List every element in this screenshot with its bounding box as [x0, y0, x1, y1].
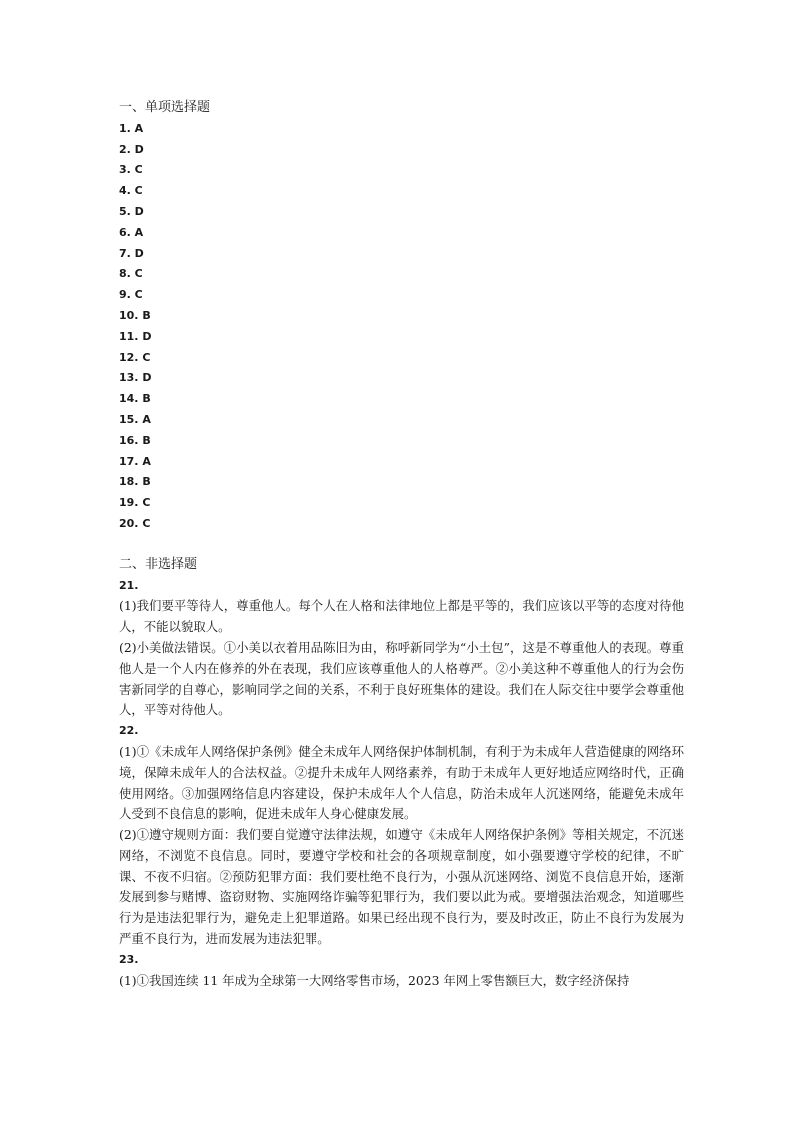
choice-answer-item: 3. C: [119, 163, 143, 177]
choice-answer-item: 8. C: [119, 267, 143, 281]
q22-answer-part-1: (1)①《未成年人网络保护条例》健全未成年人网络保护体制机制，有利于为未成年人营造健康的网络环境，保障未成年人的合法权益。②提升未成年人网络素养，有助于未成年人更好地适应网络时代，正确使用网络。③加强网络信息内容建设，保护未成年人个人信息，防治未成年人沉迷网络，能避免未成年人受到不良信息的影响，促进未成年人身心健康发展。: [119, 743, 684, 822]
choice-answer-item: 12. C: [119, 350, 151, 364]
section-title-single-choice: 一、单项选择题: [119, 100, 211, 115]
choice-answer-item: 11. D: [119, 329, 152, 343]
q22-answer-part-2: (2)①遵守规则方面：我们要自觉遵守法律法规，如遵守《未成年人网络保护条例》等相关规定，不沉迷网络，不浏览不良信息。同时，要遵守学校和社会的各项规章制度，如小强要遵守学校的纪律，不旷课、不夜不归宿。②预防犯罪方面：我们要杜绝不良行为，小强从沉迷网络、浏览不良信息开始，逐渐发展到参与赌博、盗窃财物、实施网络诈骗等犯罪行为，我们要以此为戒。要增强法治观念，知道哪些行为是违法犯罪行为，避免走上犯罪道路。如果已经出现不良行为，要及时改正，防止不良行为发展为严重不良行为，进而发展为违法犯罪。: [119, 827, 684, 947]
choice-answer-item: 9. C: [119, 288, 143, 302]
choice-answer-item: 4. C: [119, 184, 143, 198]
choice-answer-item: 6. A: [119, 225, 144, 239]
choice-answer-item: 17. A: [119, 454, 151, 468]
choice-answer-item: 15. A: [119, 412, 151, 426]
answer-sheet: [119, 98, 684, 991]
choice-answer-item: 18. B: [119, 475, 151, 489]
choice-answer-item: 1. A: [119, 121, 144, 135]
question-number-23: 23.: [119, 952, 139, 966]
question-number-22: 22.: [119, 724, 139, 738]
choice-answer-item: 16. B: [119, 433, 151, 447]
section-title-non-choice: 二、非选择题: [119, 556, 198, 572]
choice-answer-item: 5. D: [119, 204, 144, 218]
choice-answer-item: 14. B: [119, 392, 151, 406]
section-gap: [119, 535, 684, 555]
choice-answer-item: 19. C: [119, 496, 151, 510]
question-number-21: 21.: [119, 578, 139, 592]
single-choice-answer-list: [119, 119, 684, 535]
q23-answer-part-1: (1)①我国连续 11 年成为全球第一大网络零售市场，2023 年网上零售额巨大，数字经济保持: [119, 972, 630, 988]
choice-answer-item: 20. C: [119, 516, 151, 530]
choice-answer-item: 10. B: [119, 308, 151, 322]
choice-answer-item: 13. D: [119, 371, 152, 385]
choice-answer-item: 2. D: [119, 142, 144, 156]
choice-answer-item: 7. D: [119, 246, 144, 260]
q21-answer-part-1: (1)我们要平等待人，尊重他人。每个人在人格和法律地位上都是平等的，我们应该以平等的态度对待他人，不能以貌取人。: [119, 598, 684, 635]
q21-answer-part-2: (2)小美做法错误。①小美以衣着用品陈旧为由，称呼新同学为“小土包”，这是不尊重他人的表现。尊重他人是一个人内在修养的外在表现，我们应该尊重他人的人格尊严。②小美这种不尊重他人的行为会伤害新同学的自尊心，影响同学之间的关系，不利于良好班集体的建设。我们在人际交往中要学会尊重他人，平等对待他人。: [119, 639, 684, 718]
